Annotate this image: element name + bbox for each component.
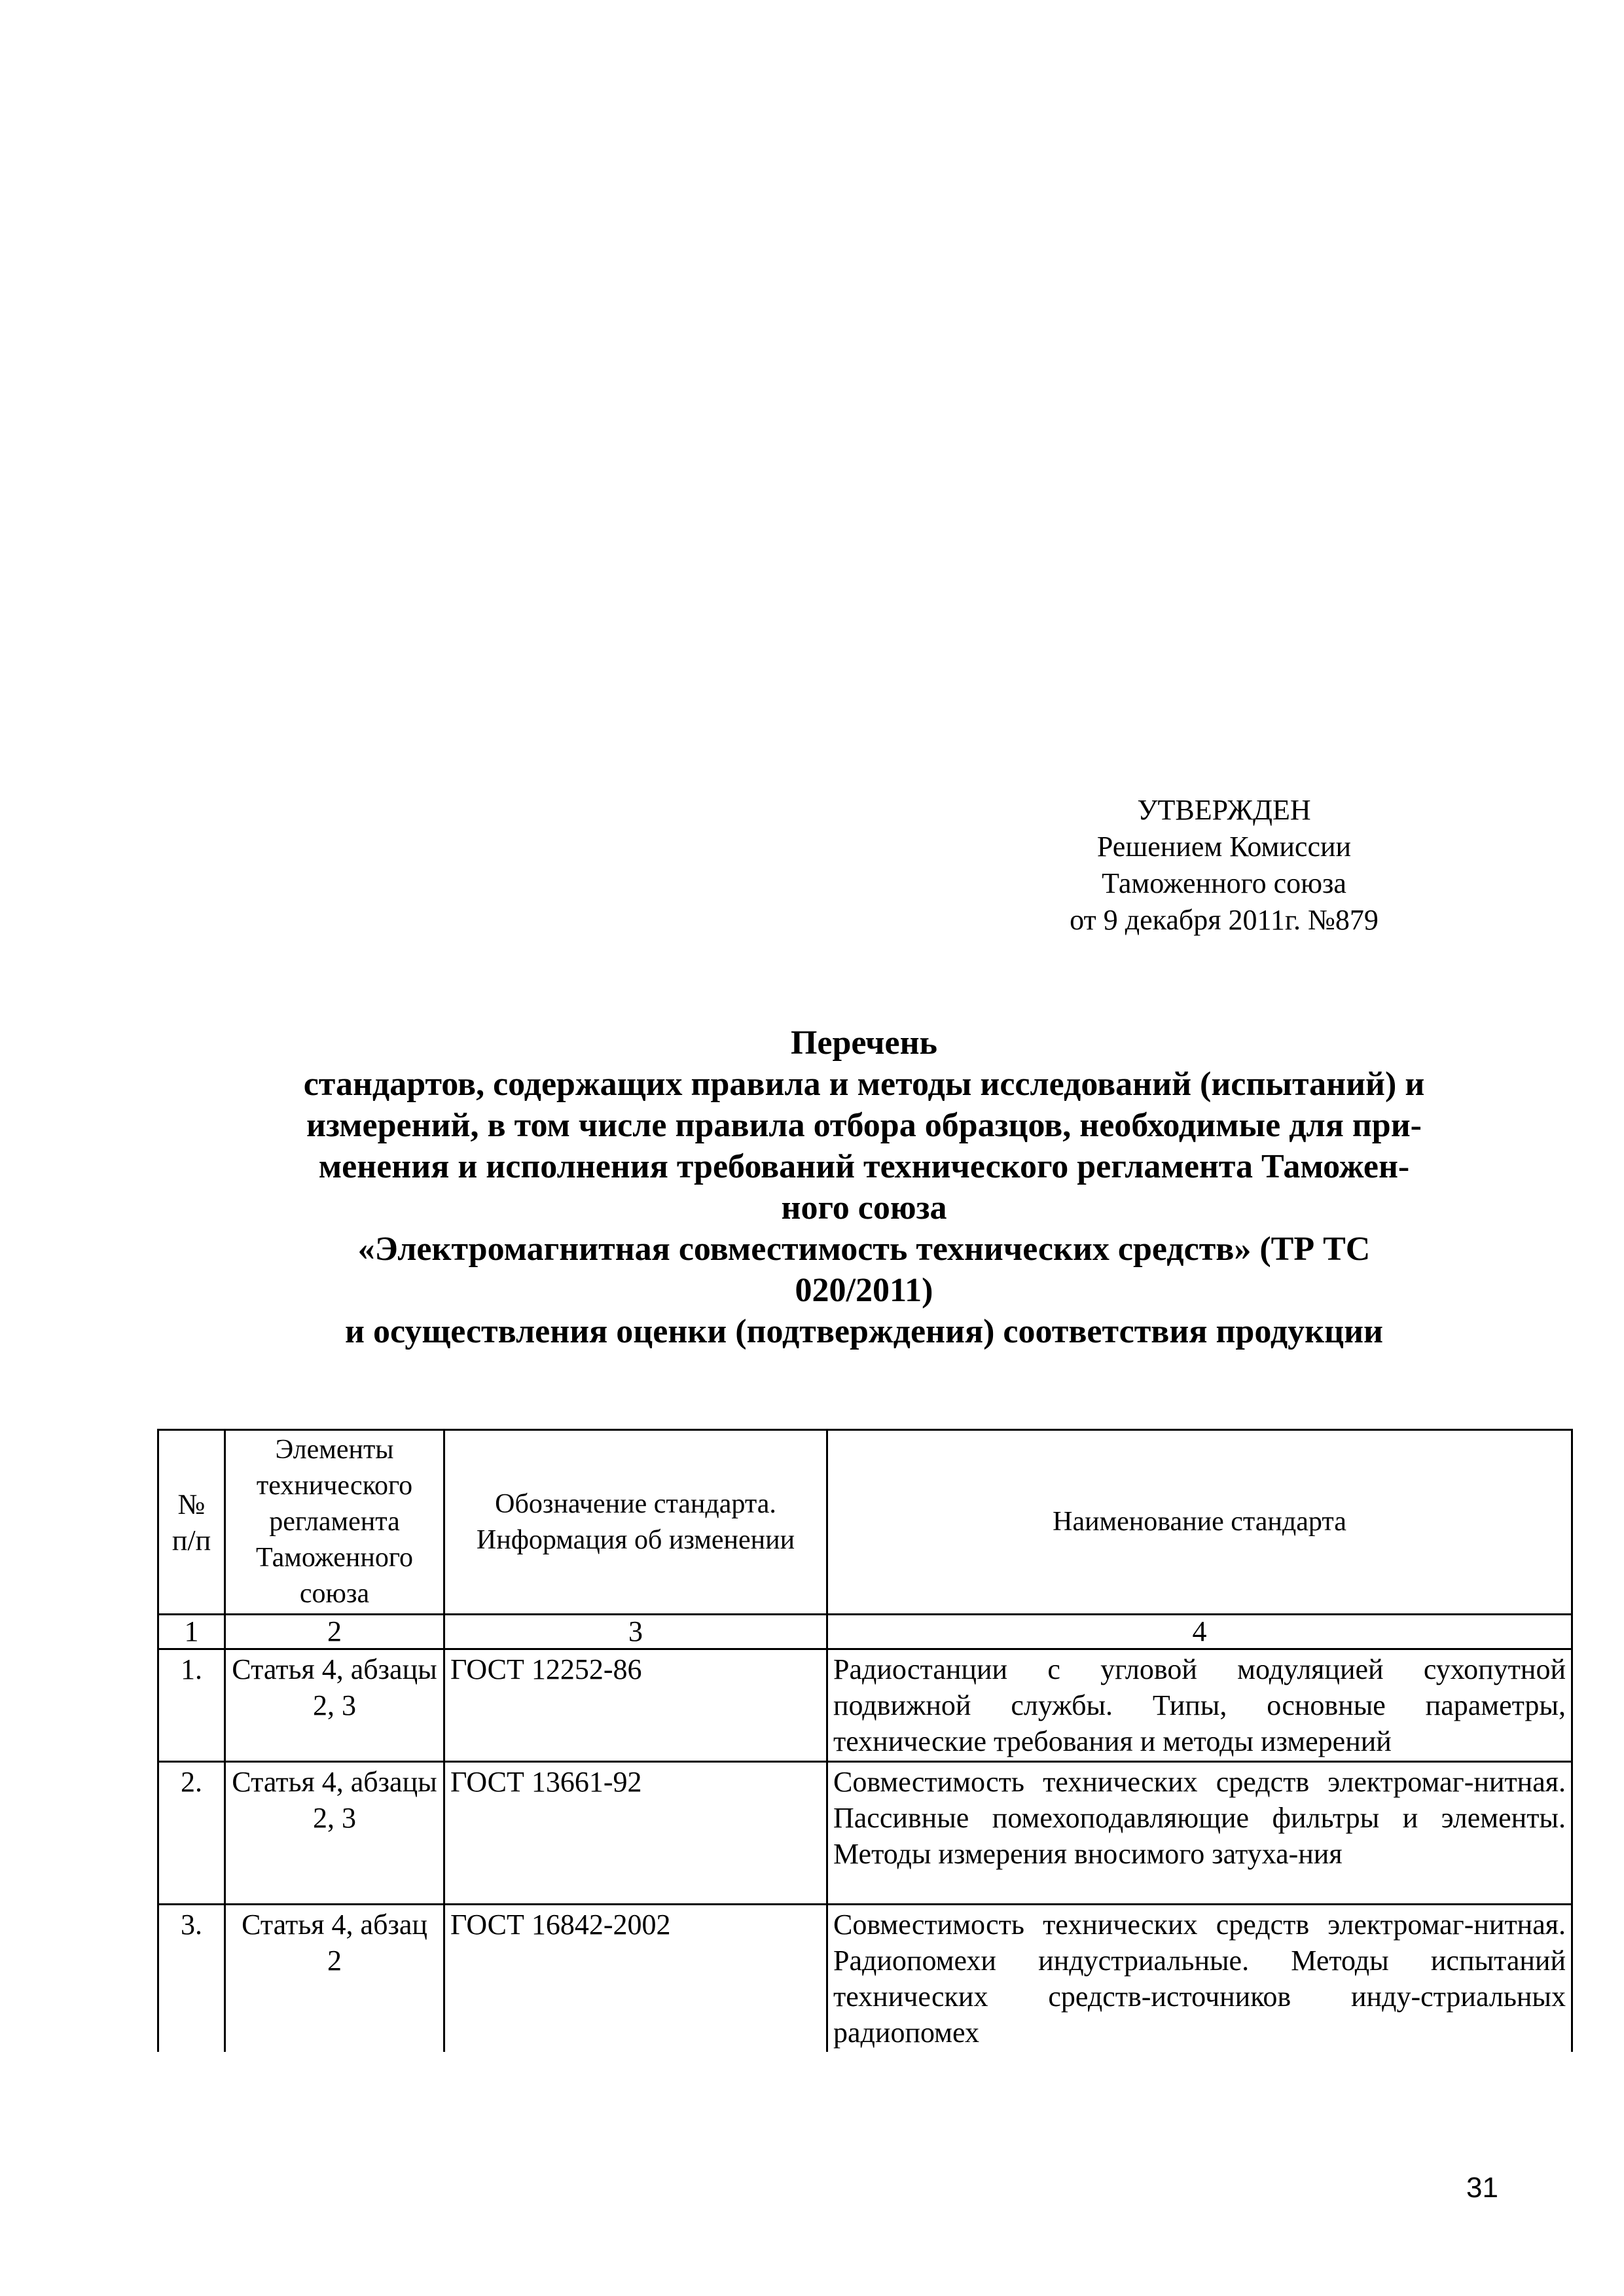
row-number: 3. [158,1905,225,2053]
approval-date: от 9 декабря 2011г. №879 [1070,904,1379,936]
approval-heading: УТВЕРЖДЕН [1137,794,1311,826]
header-standard-code [444,1430,827,1615]
row-standard-name: Совместимость технических средств электромаг-нитная. Пассивные помехоподавляющие фильтры и элементы. Методы измерения вносимого затуха-ния [827,1762,1572,1905]
title-line-2: стандартов, содержащих правила и методы исследований (испытаний) и [303,1066,1425,1103]
header-standard-name: Наименование стандарта [827,1430,1572,1615]
document-title [216,1022,1512,1352]
table-row [158,1649,1572,1762]
row-article: Статья 4, абзацы 2, 3 [225,1649,444,1762]
row-article: Статья 4, абзацы 2, 3 [225,1762,444,1905]
title-line-5: ного союза [781,1189,947,1227]
title-line-8: и осуществления оценки (подтверждения) соответствия продукции [345,1313,1383,1350]
column-number: 2 [225,1615,444,1649]
title-line-4: менения и исполнения требований технического регламента Таможен- [318,1148,1410,1185]
table-row [158,1762,1572,1905]
row-number: 2. [158,1762,225,1905]
header-regulation-elements: Элементы технического регламента Таможенного союза [225,1430,444,1615]
header-standard-code-line-2: Информация об изменении [476,1524,795,1555]
page-number: 31 [1466,2172,1498,2204]
title-line-3: измерений, в том числе правила отбора образцов, необходимые для при- [306,1107,1422,1144]
row-article: Статья 4, абзац 2 [225,1905,444,2053]
header-standard-code-line-1: Обозначение стандарта. [495,1488,776,1519]
column-numbers-row [158,1615,1572,1649]
row-standard-name: Радиостанции с угловой модуляцией сухопутной подвижной службы. Типы, основные параметры, технические требования и методы измерений [827,1649,1572,1762]
row-standard-code: ГОСТ 16842-2002 [444,1905,827,2053]
approval-authority: Решением Комиссии [1096,831,1352,863]
column-number: 4 [827,1615,1572,1649]
approval-block [995,792,1453,939]
row-standard-code: ГОСТ 13661-92 [444,1762,827,1905]
row-standard-name: Совместимость технических средств электромаг-нитная. Радиопомехи индустриальные. Методы испытаний технических средств-источников инду-стриальных радиопомех [827,1905,1572,2053]
row-number: 1. [158,1649,225,1762]
column-number: 1 [158,1615,225,1649]
title-line-1: Перечень [790,1024,938,1062]
approval-organization: Таможенного союза [1102,867,1346,899]
table-header-row [158,1430,1572,1615]
standards-table [157,1429,1573,2052]
column-number: 3 [444,1615,827,1649]
row-standard-code: ГОСТ 12252-86 [444,1649,827,1762]
title-line-6: «Электромагнитная совместимость технических средств» (ТР ТС [357,1230,1371,1268]
title-line-7: 020/2011) [795,1272,933,1309]
table-row [158,1905,1572,2053]
header-number: № п/п [158,1430,225,1615]
